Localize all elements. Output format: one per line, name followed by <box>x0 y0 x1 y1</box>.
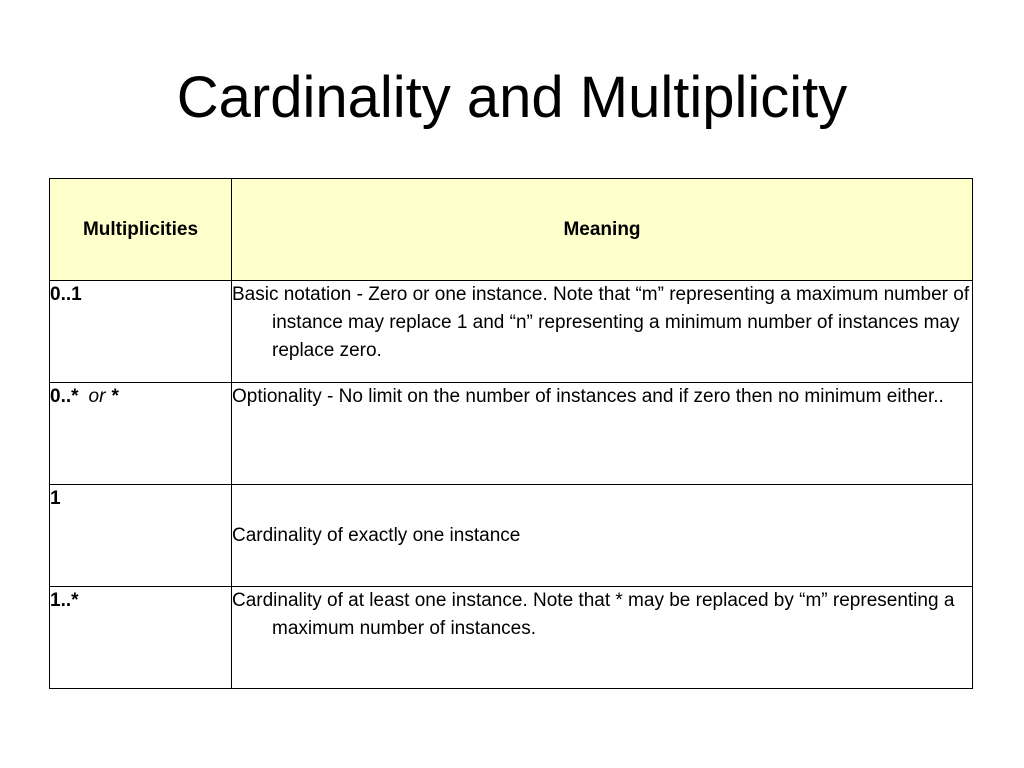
multiplicity-cell <box>50 383 232 485</box>
header-multiplicities: Multiplicities <box>50 179 232 281</box>
table-row <box>50 281 973 383</box>
meaning-text: Optionality - No limit on the number of instances and if zero then no minimum either.. <box>232 386 944 407</box>
table-row <box>50 587 973 689</box>
table-header-row <box>50 179 973 281</box>
meaning-cell <box>232 587 973 689</box>
meaning-cell <box>232 281 973 383</box>
meaning-text: Cardinality of at least one instance. Note that * may be replaced by “m” representing a maximum number of instances. <box>232 590 955 639</box>
multiplicity-cell: 0..1 <box>50 281 232 383</box>
meaning-cell <box>232 485 973 587</box>
table-row <box>50 383 973 485</box>
multiplicity-value: 0..* <box>50 386 79 407</box>
multiplicity-cell: 1 <box>50 485 232 587</box>
meaning-text: Cardinality of exactly one instance <box>232 524 521 546</box>
multiplicity-alt-value: * <box>111 386 119 407</box>
multiplicity-cell: 1..* <box>50 587 232 689</box>
slide-title: Cardinality and Multiplicity <box>176 65 848 130</box>
meaning-text: Basic notation - Zero or one instance. Note that “m” representing a maximum number of instance may replace 1 and “n” representing a minimum number of instances may replace zero. <box>232 284 970 361</box>
table-row <box>50 485 973 587</box>
meaning-cell <box>232 383 973 485</box>
header-meaning: Meaning <box>232 179 973 281</box>
multiplicity-table <box>49 178 973 689</box>
multiplicity-or: or <box>88 386 106 407</box>
